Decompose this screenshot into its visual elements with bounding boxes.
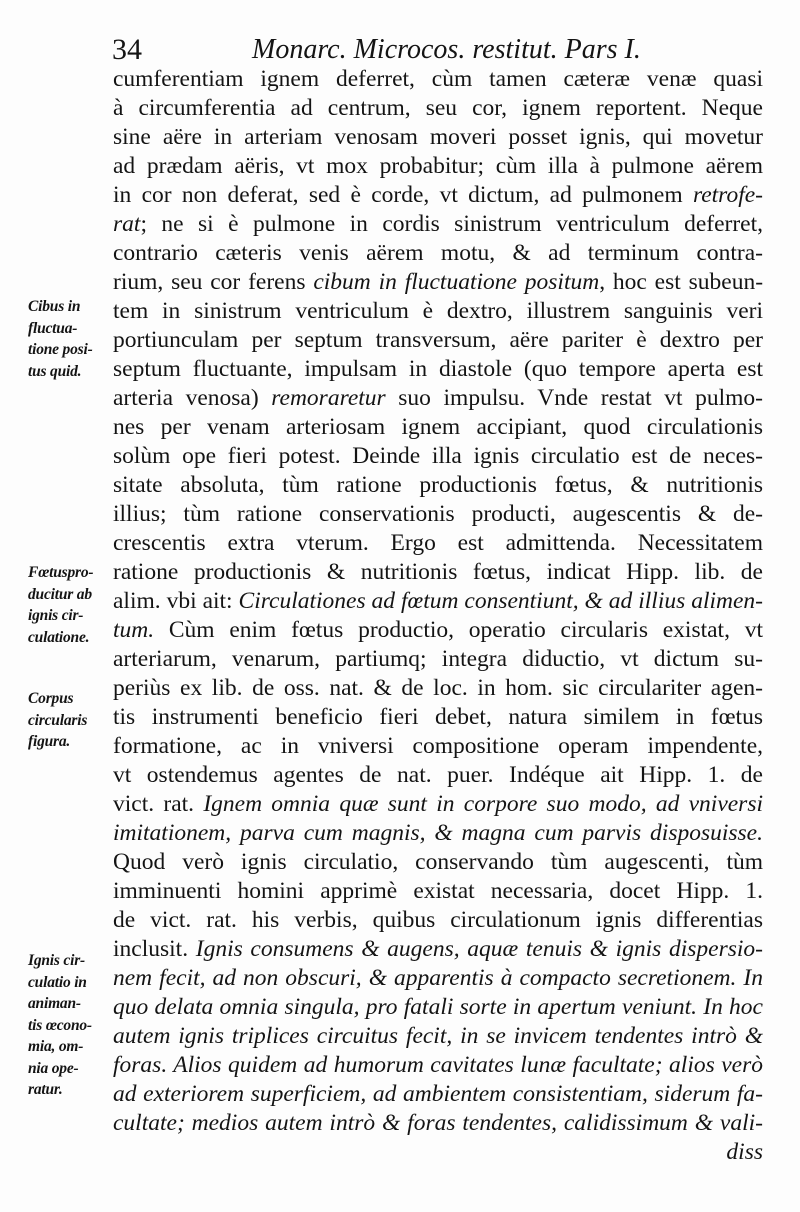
text-line	[113, 268, 763, 297]
text-line	[113, 993, 763, 1022]
text-line	[113, 384, 763, 413]
text-line	[113, 790, 763, 819]
margin-note-line: Cibus in	[28, 298, 81, 315]
roman-text: arteria venosa)	[113, 385, 272, 411]
margin-note-line: ducitur ab	[28, 585, 92, 603]
running-head: Monarc. Microcos. restitut. Pars I.	[252, 34, 641, 65]
italic-text: cultate; medios autem intrò & foras tendentes, calidissimum & vali-	[113, 1110, 763, 1136]
roman-text: tem in sinistrum ventriculum è dextro, illustrem sanguinis veri	[113, 298, 763, 324]
margin-note-line: circularis	[28, 711, 88, 729]
margin-note-line: Ignis cir-	[28, 952, 85, 969]
text-line	[113, 819, 763, 848]
italic-text: ad exteriorem superficiem, ad ambientem consistentiam, siderum fa-	[113, 1081, 763, 1107]
margin-note-line: mia, om-	[28, 1038, 84, 1055]
margin-note-line: nia ope-	[28, 1059, 79, 1077]
text-line	[113, 645, 763, 674]
margin-note-line: animan-	[28, 995, 81, 1012]
text-line	[113, 1080, 763, 1109]
page-number: 34	[112, 33, 142, 66]
text-line	[113, 964, 763, 993]
text-line	[113, 152, 763, 181]
roman-text: arteriarum, venarum, partiumq; integra diductio, vt dictum su-	[113, 646, 763, 672]
roman-text: periùs ex lib. de oss. nat. & de loc. in hom. sic circulariter agen-	[113, 675, 763, 701]
italic-text: Ignem omnia quæ sunt in corpore suo modo, ad vniversi	[203, 791, 763, 817]
italic-text: tum.	[113, 617, 155, 643]
margin-note-line: tis œcono-	[28, 1016, 92, 1034]
roman-text: tis instrumenti beneficio fieri debet, natura similem in fœtus	[113, 704, 763, 730]
text-line	[113, 1138, 763, 1167]
roman-text: , hoc est subeun-	[599, 269, 763, 295]
roman-text: crescentis extra vterum. Ergo est admittenda. Necessitatem	[113, 530, 763, 556]
text-line	[113, 877, 763, 906]
text-line	[113, 529, 763, 558]
text-line	[113, 1051, 763, 1080]
roman-text: contrario cæteris venis aërem motu, & ad terminum contra-	[113, 240, 763, 266]
italic-text: Circulationes ad fœtum consentiunt, & ad illius alimen-	[238, 588, 763, 614]
italic-text: quo delata omnia singula, pro fatali sorte in apertum veniunt. In hoc	[113, 994, 763, 1020]
text-line	[113, 1109, 763, 1138]
text-line	[113, 471, 763, 500]
margin-note-line: tus quid.	[28, 362, 82, 380]
margin-note	[28, 688, 120, 753]
roman-text: nes per venam arteriosam ignem accipiant, quod circulationis	[113, 414, 763, 440]
text-line	[113, 326, 763, 355]
roman-text: inclusit.	[113, 936, 196, 962]
margin-note-line: Fœtuspro-	[28, 564, 94, 581]
roman-text: rium, seu cor ferens	[113, 269, 314, 295]
roman-text: vt ostendemus agentes de nat. puer. Indéque ait Hipp. 1. de	[113, 762, 763, 788]
text-line	[113, 906, 763, 935]
text-line	[113, 297, 763, 326]
text-line	[113, 935, 763, 964]
text-line	[113, 558, 763, 587]
text-line	[113, 500, 763, 529]
italic-text: Ignis consumens & augens, aquæ tenuis & ignis dispersio-	[195, 936, 763, 962]
text-line	[113, 210, 763, 239]
text-line	[113, 442, 763, 471]
text-line	[113, 761, 763, 790]
roman-text: ; ne si è pulmone in cordis sinistrum ventriculum deferret,	[140, 211, 763, 237]
page-header	[112, 30, 772, 70]
roman-text: cumferentiam ignem deferret, cùm tamen cæteræ venæ quasi	[113, 66, 763, 92]
margin-note	[28, 950, 120, 1101]
text-line	[113, 587, 763, 616]
text-line	[113, 181, 763, 210]
roman-text: Quod verò ignis circulatio, conservando tùm augescenti, tùm	[113, 849, 763, 875]
margin-note-line: culatio in	[28, 973, 87, 991]
margin-note-line: Corpus	[28, 690, 74, 707]
italic-text: remoraretur	[271, 385, 386, 411]
roman-text: sine aëre in arteriam venosam moveri posset ignis, qui movetur	[113, 124, 763, 150]
margin-note-line: fluctua-	[28, 319, 78, 337]
italic-text: diss	[726, 1139, 763, 1165]
margin-note-line: culatione.	[28, 628, 90, 646]
text-line	[113, 65, 763, 94]
text-line	[113, 674, 763, 703]
roman-text: vict. rat.	[113, 791, 204, 817]
text-line	[113, 1022, 763, 1051]
text-line	[113, 94, 763, 123]
roman-text: sitate absoluta, tùm ratione productionis fœtus, & nutritionis	[113, 472, 763, 498]
text-line	[113, 732, 763, 761]
roman-text: formatione, ac in vniversi compositione operam impendente,	[113, 733, 763, 759]
roman-text: Cùm enim fœtus productio, operatio circularis existat, vt	[154, 617, 763, 643]
italic-text: nem fecit, ad non obscuri, & apparentis à compacto secretionem. In	[113, 965, 763, 991]
margin-note	[28, 562, 120, 648]
italic-text: cibum in fluctuatione positum	[313, 269, 600, 295]
margin-note	[28, 296, 120, 382]
roman-text: à circumferentia ad centrum, seu cor, ignem reportent. Neque	[113, 95, 763, 121]
text-line	[113, 123, 763, 152]
roman-text: alim. vbi ait:	[113, 588, 239, 614]
roman-text: de vict. rat. his verbis, quibus circulationum ignis differentias	[113, 907, 763, 933]
text-line	[113, 848, 763, 877]
roman-text: in cor non deferat, sed è corde, vt dictum, ad pulmonem	[113, 182, 693, 208]
italic-text: imitationem, parva cum magnis, & magna cum parvis disposuisse.	[113, 820, 763, 846]
margin-note-line: figura.	[28, 733, 71, 750]
text-line	[113, 703, 763, 732]
text-line	[113, 355, 763, 384]
roman-text: ad prædam aëris, vt mox probabitur; cùm illa à pulmone aërem	[113, 153, 763, 179]
roman-text: portiunculam per septum transversum, aëre pariter è dextro per	[113, 327, 763, 353]
text-line	[113, 413, 763, 442]
text-line	[113, 239, 763, 268]
roman-text: septum fluctuante, impulsam in diastole (quo tempore aperta est	[113, 356, 763, 382]
roman-text: solùm ope fieri potest. Deinde illa ignis circulatio est de neces-	[113, 443, 763, 469]
roman-text: illius; tùm ratione conservationis producti, augescentis & de-	[113, 501, 763, 527]
roman-text: suo impulsu. Vnde restat vt pulmo-	[385, 385, 763, 411]
italic-text: autem ignis triplices circuitus fecit, in se invicem tendentes intrò &	[113, 1023, 763, 1049]
roman-text: imminuenti homini apprimè existat necessaria, docet Hipp. 1.	[113, 878, 763, 904]
margin-note-line: ignis cir-	[28, 607, 84, 624]
margin-note-line: tione posi-	[28, 341, 93, 358]
italic-text: retrofe-	[692, 182, 763, 208]
italic-text: rat	[113, 211, 141, 237]
margin-note-line: ratur.	[28, 1081, 63, 1098]
roman-text: ratione productionis & nutritionis fœtus, indicat Hipp. lib. de	[113, 559, 763, 585]
body-text	[113, 65, 763, 1167]
italic-text: foras. Alios quidem ad humorum cavitates lunæ facultate; alios verò	[113, 1052, 763, 1078]
text-line	[113, 616, 763, 645]
